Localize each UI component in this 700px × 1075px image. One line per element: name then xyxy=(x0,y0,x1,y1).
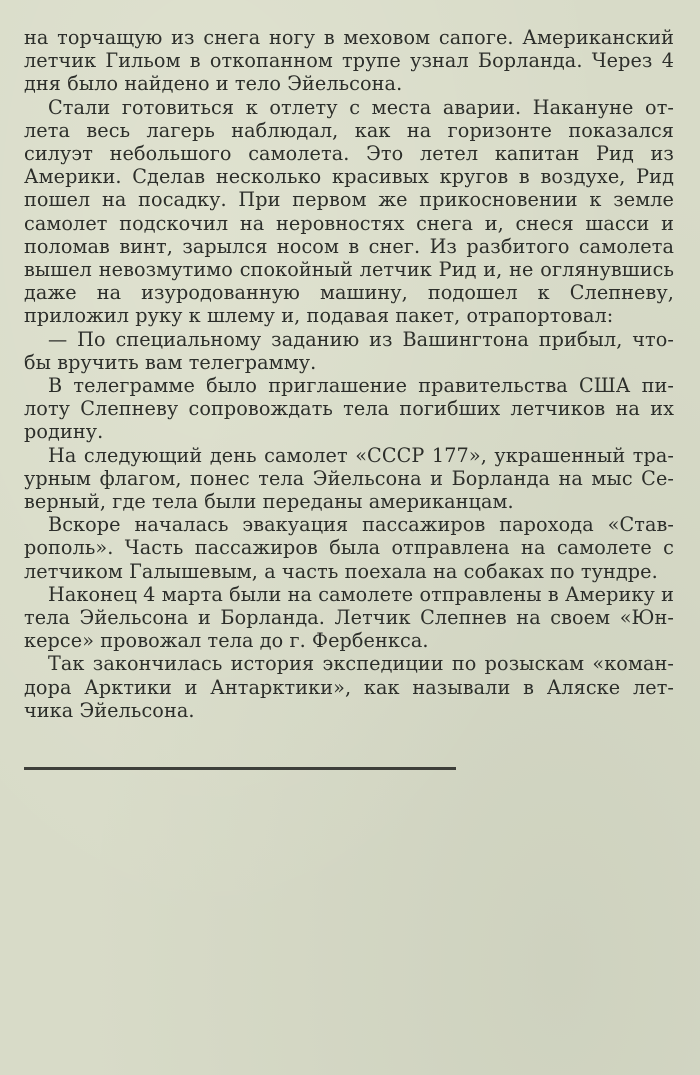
paragraph-dialogue xyxy=(24,328,674,374)
text-line: дора Арктики и Антарктики», как называли в Аляске лет- xyxy=(24,675,674,699)
text-line: на посадку. При первом же прикосновении к земле самолет xyxy=(24,188,674,235)
text-line: на изуродованную машину, подошел к Слепневу, приложил xyxy=(24,281,675,328)
text-line: рополь». Часть пассажиров была отправлена на самолете xyxy=(24,536,652,560)
text-line: и тела Эйельсона и Борланда. Летчик Слепнев на своем «Юн- xyxy=(24,582,674,630)
text-line: чика Эйельсона. xyxy=(24,698,195,722)
text-line: 4 дня было найдено и тело Эйельсона. xyxy=(24,49,674,96)
text-line: Вскоре началась эвакуация пассажиров парохода «Став- xyxy=(48,513,674,537)
text-line: винт, зарылся носом в снег. Из разбитого самолета вышел xyxy=(24,234,674,282)
text-line: лоту Слепневу сопровождать тела погибших летчиков на xyxy=(24,397,640,421)
text-line: Сделав несколько красивых кругов в воздухе, Рид пошел xyxy=(24,165,674,212)
text-line: невозмутимо спокойный летчик Рид и, не оглянувшись даже xyxy=(24,258,675,305)
paragraph-next-day xyxy=(24,444,674,514)
text-line: Так закончилась история экспедиции по розыскам «коман- xyxy=(48,652,674,676)
paragraph-evacuation xyxy=(24,513,674,583)
text-line: В телеграмме было приглашение правительства США пи- xyxy=(48,374,674,398)
text-line: Наконец 4 марта были на самолете отправлены в Америку xyxy=(48,582,655,606)
text-line: урным флагом, понес тела Эйельсона и Борланда на мыс Се- xyxy=(24,466,674,490)
text-line: Стали готовиться к отлету с места аварии. Накануне от- xyxy=(48,95,674,119)
section-end-rule xyxy=(24,767,456,770)
text-line: руку к шлему и, подавая пакет, отрапортовал: xyxy=(135,304,614,328)
text-line: керсе» провожал тела до г. Фербенкса. xyxy=(24,629,429,653)
page-text xyxy=(24,26,674,722)
text-line: подскочил на неровностях снега и, снеся шасси и поломав xyxy=(24,211,674,258)
text-line: летчик Гильом в откопанном трупе узнал Борланда. Через xyxy=(24,49,653,73)
paragraph-departure xyxy=(24,96,674,328)
text-line: верный, где тела были переданы американцам. xyxy=(24,490,514,514)
text-line: их родину. xyxy=(24,397,675,444)
paragraph-telegram xyxy=(24,374,674,444)
paragraph-march xyxy=(24,583,674,653)
text-line: небольшого самолета. Это летел капитан Рид из Америки. xyxy=(24,142,674,189)
paragraph-continuation xyxy=(24,26,674,96)
text-line: На следующий день самолет «СССР 177», украшенный тра- xyxy=(48,443,674,467)
paragraph-ending xyxy=(24,652,674,722)
text-line: на торчащую из снега ногу в меховом сапоге. Американский xyxy=(24,26,674,49)
text-line: бы вручить вам телеграмму. xyxy=(24,350,317,374)
text-line: лета весь лагерь наблюдал, как на горизонте показался силуэт xyxy=(24,118,674,166)
text-line: с летчиком Галышевым, а часть поехала на собаках по тундре. xyxy=(24,536,674,583)
text-line: — По специальному заданию из Вашингтона прибыл, что- xyxy=(48,327,674,351)
